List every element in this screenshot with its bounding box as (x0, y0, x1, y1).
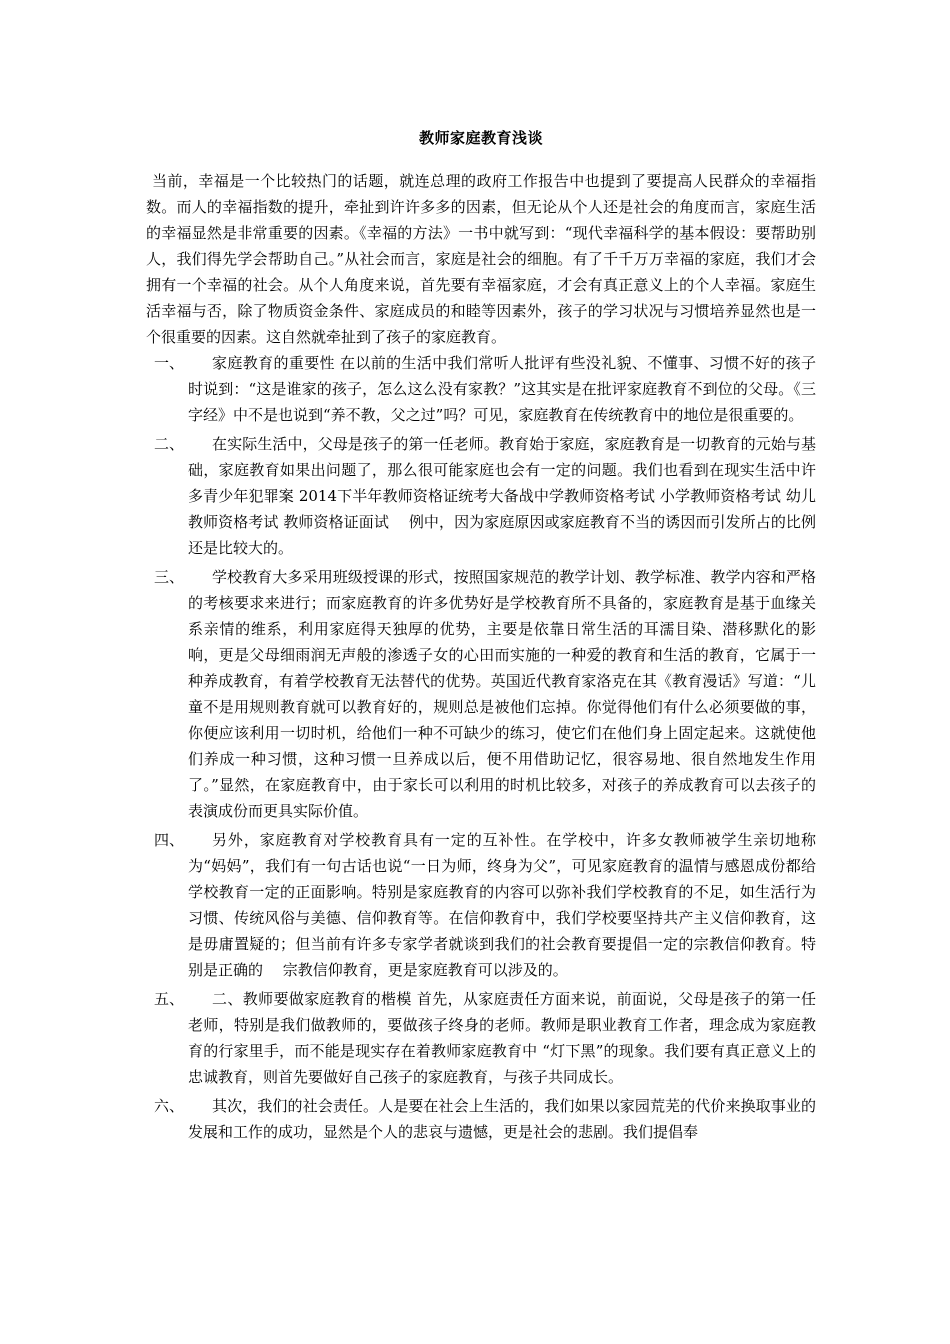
list-item-text: 学校教育大多采用班级授课的形式，按照国家规范的教学计划、教学标准、教学内容和严格的考核要求来进行；而家庭教育的许多优势好是学校教育所不具备的，家庭教育是基于血缘关系亲情的维系，利用家庭得天独厚的优势，主要是依靠日常生活的耳濡目染、潜移默化的影响，更是父母细雨润无声般的渗透子女的心田而实施的一种爱的教育和生活的教育，它属于一种养成教育，有着学校教育无法替代的优势。英国近代教育家洛克在其《教育漫话》写道：“儿童不是用规则教育就可以教育好的，规则总是被他们忘掉。你觉得他们有什么必须要做的事，你便应该利用一切时机，给他们一种不可缺少的练习，使它们在他们身上固定起来。这就使他们养成一种习惯，这种习惯一旦养成以后，便不用借助记忆，很容易地、很自然地发生作用了。”显然，在家庭教育中，由于家长可以利用的时机比较多，对孩子的养成教育可以去孩子的表演成份而更具实际价值。 (188, 568, 816, 820)
list-item-text: 二、教师要做家庭教育的楷模 首先，从家庭责任方面来说，前面说，父母是孩子的第一任老师，特别是我们做教师的，要做孩子终身的老师。教师是职业教育工作者，理念成为家庭教育的行家里手，而不能是现实存在着教师家庭教育中 “灯下黑”的现象。我们要有真正意义上的忠诚教育，则首先要做好自己孩子的家庭教育，与孩子共同成长。 (188, 990, 816, 1086)
list-item (146, 827, 816, 983)
list-item (146, 431, 816, 561)
document-page (146, 128, 816, 1148)
list-item (146, 986, 816, 1090)
list-marker: 三、 (154, 568, 185, 586)
list-item-text: 另外，家庭教育对学校教育具有一定的互补性。在学校中，许多女教师被学生亲切地称为“妈妈”，我们有一句古话也说“一日为师，终身为父”，可见家庭教育的温情与感恩成份都给学校教育一定的正面影响。特别是家庭教育的内容可以弥补我们学校教育的不足，如生活行为习惯、传统风俗与美德、信仰教育等。在信仰教育中，我们学校要坚持共产主义信仰教育，这是毋庸置疑的；但当前有许多专家学者就谈到我们的社会教育要提倡一定的宗教信仰教育。特别是正确的 宗教信仰教育，更是家庭教育可以涉及的。 (188, 831, 816, 979)
intro-paragraph: 当前，幸福是一个比较热门的话题，就连总理的政府工作报告中也提到了要提高人民群众的幸福指数。而人的幸福指数的提升，牵扯到许许多多的因素，但无论从个人还是社会的角度而言，家庭生活的幸福显然是非常重要的因素。《幸福的方法》一书中就写到：“现代幸福科学的基本假设：要帮助别人，我们得先学会帮助自己。”从社会而言，家庭是社会的细胞。有了千千万万幸福的家庭，我们才会拥有一个幸福的社会。从个人角度来说，首先要有幸福家庭，才会有真正意义上的个人幸福。家庭生活幸福与否，除了物质资金条件、家庭成员的和睦等因素外，孩子的学习状况与习惯培养显然也是一个很重要的因素。这自然就牵扯到了孩子的家庭教育。 (146, 172, 816, 346)
list-marker: 六、 (154, 1097, 185, 1115)
list-item-text: 家庭教育的重要性 在以前的生活中我们常听人批评有些没礼貌、不懂事、习惯不好的孩子时说到：“这是谁家的孩子，怎么这么没有家教？”这其实是在批评家庭教育不到位的父母。《三字经》中不是也说到“养不教，父之过”吗？可见，家庭教育在传统教育中的地位是很重要的。 (188, 354, 816, 424)
list-marker: 四、 (154, 831, 185, 849)
list-item-text: 其次，我们的社会责任。人是要在社会上生活的，我们如果以家园荒芜的代价来换取事业的发展和工作的成功，显然是个人的悲哀与遗憾，更是社会的悲剧。我们提倡奉 (188, 1097, 816, 1141)
document-title: 教师家庭教育浅谈 (418, 129, 543, 147)
list-item (146, 350, 816, 428)
list-marker: 一、 (154, 354, 185, 372)
list-item (146, 1093, 816, 1145)
list-item-text: 在实际生活中，父母是孩子的第一任老师。教育始于家庭，家庭教育是一切教育的元始与基础，家庭教育如果出问题了，那么很可能家庭也会有一定的问题。我们也看到在现实生活中许多青少年犯罪案 2014下半年教师资格证统考大备战中学教师资格考试 小学教师资格考试 幼儿教师资格考试 教师资格证面试 例中，因为家庭原因或家庭教育不当的诱因而引发所占的比例还是比较大的。 (188, 435, 816, 557)
list-item (146, 564, 816, 824)
list-marker: 五、 (154, 990, 185, 1008)
numbered-list (146, 350, 816, 1145)
list-marker: 二、 (154, 435, 185, 453)
